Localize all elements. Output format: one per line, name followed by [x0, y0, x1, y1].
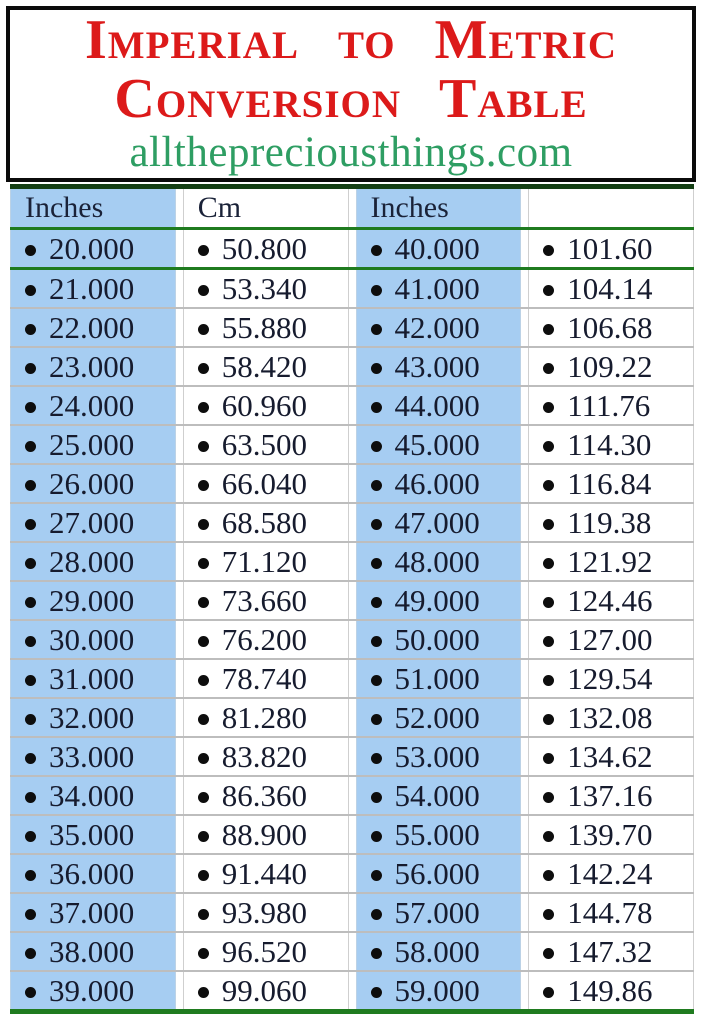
cell-value: 36.000 [49, 855, 135, 891]
bullet-icon [198, 831, 209, 842]
bullet-icon [25, 675, 36, 686]
bullet-icon [543, 675, 554, 686]
bullet-icon [371, 597, 382, 608]
inches-cell [356, 230, 522, 267]
bullet-icon [198, 402, 209, 413]
cm-cell [183, 933, 349, 970]
cell-value: 28.000 [49, 543, 135, 579]
cm-cell [183, 387, 349, 424]
table-row [10, 814, 694, 853]
cell-value: 30.000 [49, 621, 135, 657]
cell-value: 127.00 [567, 621, 653, 657]
bullet-icon [25, 870, 36, 881]
cell-value: 25.000 [49, 426, 135, 462]
inches-cell [10, 660, 176, 697]
bullet-icon [25, 558, 36, 569]
cell-value: 91.440 [221, 855, 307, 891]
cm-cell [183, 621, 349, 658]
cell-value: 58.420 [221, 348, 307, 384]
cell-value: 60.960 [221, 387, 307, 423]
cell-value: 86.360 [221, 777, 307, 813]
cell-value: 129.54 [567, 660, 653, 696]
cell-value: 59.000 [394, 972, 480, 1008]
cell-value: 116.84 [567, 465, 652, 501]
bullet-icon [198, 480, 209, 491]
bullet-icon [25, 948, 36, 959]
table-row [10, 346, 694, 385]
cm-cell [183, 777, 349, 814]
cell-value: 39.000 [49, 972, 135, 1008]
cell-value: 31.000 [49, 660, 135, 696]
bullet-icon [198, 714, 209, 725]
bullet-icon [25, 753, 36, 764]
cm-cell [183, 738, 349, 775]
table-row [10, 307, 694, 346]
cell-value: 147.32 [567, 933, 653, 969]
cell-value: 47.000 [394, 504, 480, 540]
bullet-icon [371, 909, 382, 920]
cell-value: 35.000 [49, 816, 135, 852]
cell-value: 53.000 [394, 738, 480, 774]
table-row [10, 658, 694, 697]
bullet-icon [198, 245, 209, 256]
cell-value: 46.000 [394, 465, 480, 501]
bullet-icon [543, 714, 554, 725]
cm-cell [183, 582, 349, 619]
cm-cell [528, 582, 694, 619]
table-row [10, 424, 694, 463]
column-header: Cm [183, 189, 349, 227]
bullet-icon [198, 987, 209, 998]
cm-cell [183, 465, 349, 502]
cell-value: 54.000 [394, 777, 480, 813]
table-row [10, 853, 694, 892]
inches-cell [356, 972, 522, 1009]
cell-value: 50.800 [221, 230, 307, 266]
bullet-icon [198, 324, 209, 335]
cm-cell [183, 543, 349, 580]
bullet-icon [198, 558, 209, 569]
cm-cell [183, 855, 349, 892]
cm-cell [528, 230, 694, 267]
inches-cell [10, 855, 176, 892]
table-row [10, 541, 694, 580]
bullet-icon [543, 480, 554, 491]
cell-value: 38.000 [49, 933, 135, 969]
cell-value: 71.120 [221, 543, 307, 579]
inches-cell [10, 504, 176, 541]
cell-value: 51.000 [394, 660, 480, 696]
cell-value: 24.000 [49, 387, 135, 423]
cm-cell [528, 387, 694, 424]
inches-cell [356, 816, 522, 853]
bullet-icon [25, 363, 36, 374]
inches-cell [10, 543, 176, 580]
bullet-icon [371, 675, 382, 686]
cell-value: 142.24 [567, 855, 653, 891]
bullet-icon [543, 792, 554, 803]
bullet-icon [543, 831, 554, 842]
bullet-icon [371, 324, 382, 335]
inches-cell [10, 621, 176, 658]
bullet-icon [25, 480, 36, 491]
column-header [528, 189, 694, 227]
bullet-icon [25, 324, 36, 335]
cm-cell [528, 621, 694, 658]
table-row [10, 230, 694, 267]
bullet-icon [198, 909, 209, 920]
bullet-icon [371, 831, 382, 842]
website-url: allthepreciousthings.com [129, 129, 573, 176]
cell-value: 55.880 [221, 309, 307, 345]
bullet-icon [198, 519, 209, 530]
bullet-icon [543, 324, 554, 335]
cell-value: 144.78 [567, 894, 653, 930]
table-row [10, 619, 694, 658]
title-banner [6, 6, 696, 182]
cm-cell [528, 699, 694, 736]
cell-value: 23.000 [49, 348, 135, 384]
cell-value: 20.000 [49, 230, 135, 266]
cm-cell [528, 738, 694, 775]
cm-cell [528, 660, 694, 697]
cell-value: 119.38 [567, 504, 652, 540]
table-row [10, 502, 694, 541]
bullet-icon [543, 870, 554, 881]
cell-value: 149.86 [567, 972, 653, 1008]
inches-cell [356, 621, 522, 658]
cm-cell [528, 972, 694, 1009]
table-row [10, 775, 694, 814]
bullet-icon [371, 245, 382, 256]
bullet-icon [198, 792, 209, 803]
cm-cell [528, 816, 694, 853]
inches-cell [10, 816, 176, 853]
cell-value: 49.000 [394, 582, 480, 618]
inches-cell [356, 777, 522, 814]
inches-cell [10, 387, 176, 424]
bullet-icon [198, 753, 209, 764]
page [0, 6, 702, 1030]
cell-value: 27.000 [49, 504, 135, 540]
conversion-table [10, 184, 694, 1014]
cell-value: 22.000 [49, 309, 135, 345]
inches-cell [10, 465, 176, 502]
cell-value: 139.70 [567, 816, 653, 852]
bullet-icon [371, 636, 382, 647]
inches-cell [356, 309, 522, 346]
cell-value: 58.000 [394, 933, 480, 969]
inches-cell [356, 933, 522, 970]
cm-cell [528, 855, 694, 892]
cell-value: 99.060 [221, 972, 307, 1008]
cell-value: 68.580 [221, 504, 307, 540]
cell-value: 48.000 [394, 543, 480, 579]
cm-cell [528, 348, 694, 385]
bullet-icon [543, 753, 554, 764]
cell-value: 32.000 [49, 699, 135, 735]
table-row [10, 385, 694, 424]
bullet-icon [543, 597, 554, 608]
inches-cell [356, 699, 522, 736]
bullet-icon [543, 558, 554, 569]
cm-cell [183, 699, 349, 736]
bullet-icon [198, 363, 209, 374]
cm-cell [528, 426, 694, 463]
cell-value: 88.900 [221, 816, 307, 852]
bullet-icon [371, 480, 382, 491]
cell-value: 26.000 [49, 465, 135, 501]
cell-value: 101.60 [567, 230, 653, 266]
bullet-icon [198, 675, 209, 686]
table-header-row [10, 189, 694, 230]
column-header: Inches [356, 189, 522, 227]
bullet-icon [371, 753, 382, 764]
bullet-icon [543, 402, 554, 413]
cell-value: 45.000 [394, 426, 480, 462]
table-row [10, 267, 694, 307]
cm-cell [528, 309, 694, 346]
bullet-icon [25, 792, 36, 803]
cell-value: 42.000 [394, 309, 480, 345]
bullet-icon [198, 870, 209, 881]
inches-cell [10, 894, 176, 931]
cm-cell [183, 230, 349, 267]
inches-cell [10, 738, 176, 775]
inches-cell [356, 387, 522, 424]
cell-value: 44.000 [394, 387, 480, 423]
cm-cell [183, 816, 349, 853]
bullet-icon [543, 636, 554, 647]
bullet-icon [543, 363, 554, 374]
inches-cell [10, 582, 176, 619]
cm-cell [528, 894, 694, 931]
cell-value: 55.000 [394, 816, 480, 852]
cell-value: 33.000 [49, 738, 135, 774]
cm-cell [528, 777, 694, 814]
column-header: Inches [10, 189, 176, 227]
inches-cell [10, 972, 176, 1009]
cm-cell [183, 504, 349, 541]
cm-cell [183, 309, 349, 346]
table-row [10, 970, 694, 1009]
bullet-icon [25, 714, 36, 725]
bullet-icon [543, 909, 554, 920]
bullet-icon [25, 441, 36, 452]
cm-cell [528, 543, 694, 580]
inches-cell [10, 933, 176, 970]
inches-cell [356, 894, 522, 931]
inches-cell [356, 270, 522, 307]
cell-value: 81.280 [221, 699, 307, 735]
bullet-icon [25, 519, 36, 530]
bullet-icon [543, 519, 554, 530]
cm-cell [183, 972, 349, 1009]
bullet-icon [371, 441, 382, 452]
cell-value: 73.660 [221, 582, 307, 618]
cell-value: 34.000 [49, 777, 135, 813]
cm-cell [528, 504, 694, 541]
bullet-icon [371, 987, 382, 998]
cell-value: 57.000 [394, 894, 480, 930]
inches-cell [10, 699, 176, 736]
cell-value: 63.500 [221, 426, 307, 462]
cell-value: 106.68 [567, 309, 653, 345]
bullet-icon [25, 597, 36, 608]
cell-value: 132.08 [567, 699, 653, 735]
inches-cell [356, 660, 522, 697]
cell-value: 66.040 [221, 465, 307, 501]
bullet-icon [371, 285, 382, 296]
cm-cell [528, 270, 694, 307]
cell-value: 96.520 [221, 933, 307, 969]
cell-value: 41.000 [394, 270, 480, 306]
bullet-icon [371, 558, 382, 569]
bullet-icon [371, 714, 382, 725]
bullet-icon [371, 870, 382, 881]
table-row [10, 736, 694, 775]
inches-cell [10, 270, 176, 307]
cm-cell [183, 348, 349, 385]
bullet-icon [371, 402, 382, 413]
inches-cell [10, 348, 176, 385]
cell-value: 40.000 [394, 230, 480, 266]
bullet-icon [25, 285, 36, 296]
cell-value: 104.14 [567, 270, 653, 306]
inches-cell [10, 309, 176, 346]
cell-value: 83.820 [221, 738, 307, 774]
table-row [10, 697, 694, 736]
table-row [10, 931, 694, 970]
cm-cell [528, 465, 694, 502]
cell-value: 93.980 [221, 894, 307, 930]
bullet-icon [25, 245, 36, 256]
inches-cell [356, 426, 522, 463]
bullet-icon [371, 519, 382, 530]
table-row [10, 892, 694, 931]
cell-value: 56.000 [394, 855, 480, 891]
inches-cell [356, 504, 522, 541]
bullet-icon [371, 792, 382, 803]
bullet-icon [198, 948, 209, 959]
inches-cell [356, 582, 522, 619]
cell-value: 109.22 [567, 348, 653, 384]
cell-value: 37.000 [49, 894, 135, 930]
table-row [10, 463, 694, 502]
inches-cell [10, 777, 176, 814]
cm-cell [183, 660, 349, 697]
inches-cell [356, 348, 522, 385]
bullet-icon [25, 909, 36, 920]
bullet-icon [371, 363, 382, 374]
cell-value: 76.200 [221, 621, 307, 657]
cell-value: 29.000 [49, 582, 135, 618]
cell-value: 114.30 [567, 426, 652, 462]
bullet-icon [543, 948, 554, 959]
bullet-icon [371, 948, 382, 959]
inches-cell [356, 543, 522, 580]
cell-value: 134.62 [567, 738, 653, 774]
inches-cell [356, 738, 522, 775]
bullet-icon [543, 987, 554, 998]
inches-cell [10, 230, 176, 267]
bullet-icon [198, 441, 209, 452]
bullet-icon [543, 441, 554, 452]
cell-value: 50.000 [394, 621, 480, 657]
bullet-icon [25, 636, 36, 647]
inches-cell [356, 855, 522, 892]
bullet-icon [543, 285, 554, 296]
bullet-icon [25, 987, 36, 998]
bullet-icon [198, 636, 209, 647]
cell-value: 53.340 [221, 270, 307, 306]
cell-value: 121.92 [567, 543, 653, 579]
table-row [10, 580, 694, 619]
cm-cell [183, 894, 349, 931]
cell-value: 124.46 [567, 582, 653, 618]
bullet-icon [198, 285, 209, 296]
inches-cell [356, 465, 522, 502]
inches-cell [10, 426, 176, 463]
cell-value: 52.000 [394, 699, 480, 735]
bullet-icon [25, 402, 36, 413]
bullet-icon [198, 597, 209, 608]
bullet-icon [543, 245, 554, 256]
cell-value: 21.000 [49, 270, 135, 306]
cell-value: 43.000 [394, 348, 480, 384]
cell-value: 137.16 [567, 777, 653, 813]
cm-cell [528, 933, 694, 970]
cm-cell [183, 426, 349, 463]
page-title-line-2: Conversion Table [114, 68, 588, 130]
page-title-line-1: Imperial to Metric [85, 9, 617, 71]
cm-cell [183, 270, 349, 307]
cell-value: 78.740 [221, 660, 307, 696]
bullet-icon [25, 831, 36, 842]
table-body [10, 230, 694, 1009]
cell-value: 111.76 [567, 387, 651, 423]
